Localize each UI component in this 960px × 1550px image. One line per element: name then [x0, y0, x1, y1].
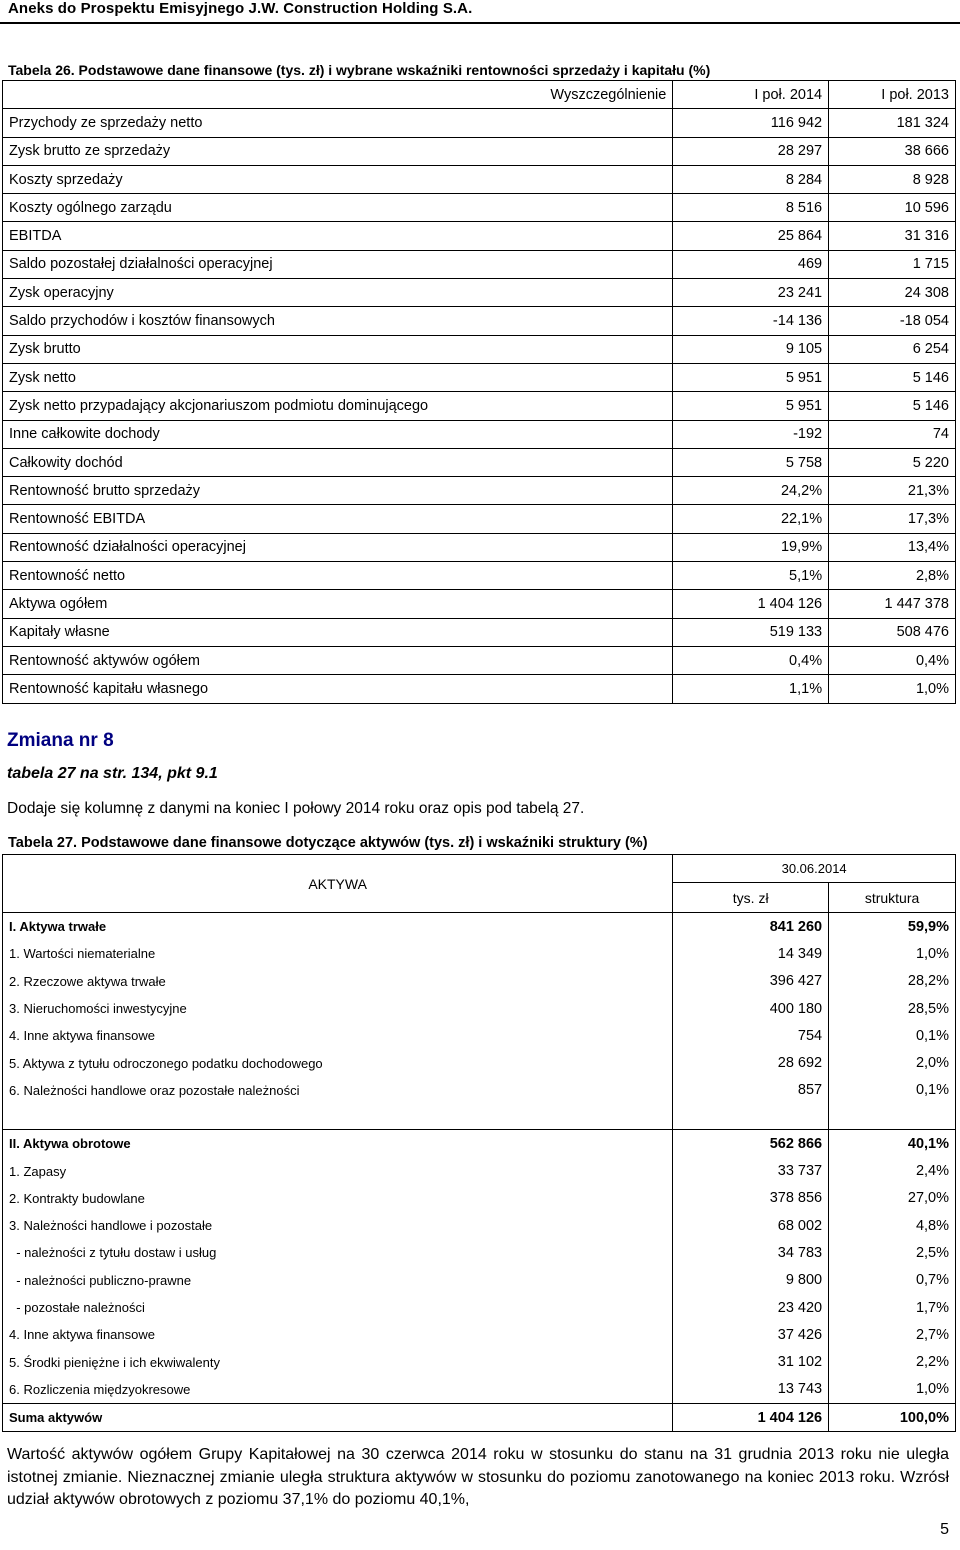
row-label: Całkowity dochód — [3, 448, 673, 476]
value-h1-2014: 19,9% — [673, 533, 829, 561]
spacer-cell — [673, 1104, 829, 1130]
asset-share: 28,2% — [829, 968, 956, 995]
table-row — [3, 590, 956, 618]
asset-value: 37 426 — [673, 1321, 829, 1348]
value-h1-2014: 8 284 — [673, 165, 829, 193]
value-h1-2013: 5 220 — [829, 448, 956, 476]
table-row — [3, 1348, 956, 1375]
header-h1-2013: I poł. 2013 — [829, 81, 956, 109]
asset-value: 378 856 — [673, 1185, 829, 1212]
table-row — [3, 1077, 956, 1104]
value-h1-2014: -192 — [673, 420, 829, 448]
row-label: Zysk netto przypadający akcjonariuszom podmiotu dominującego — [3, 392, 673, 420]
asset-value: 562 866 — [673, 1130, 829, 1158]
value-h1-2013: 74 — [829, 420, 956, 448]
asset-label: - należności z tytułu dostaw i usług — [3, 1239, 673, 1266]
asset-value: 68 002 — [673, 1212, 829, 1239]
asset-share: 0,7% — [829, 1267, 956, 1294]
asset-label: - pozostałe należności — [3, 1294, 673, 1321]
asset-value: 1 404 126 — [673, 1404, 829, 1432]
table-row — [3, 940, 956, 967]
amendment-title: Zmiana nr 8 — [7, 730, 114, 751]
table-row — [3, 995, 956, 1022]
header-h1-2014: I poł. 2014 — [673, 81, 829, 109]
asset-share: 2,2% — [829, 1348, 956, 1375]
table-row — [3, 1239, 956, 1266]
table-row — [3, 1404, 956, 1432]
asset-label: 5. Środki pieniężne i ich ekwiwalenty — [3, 1348, 673, 1375]
header-thousands-pln: tys. zł — [673, 883, 829, 913]
asset-label: 4. Inne aktywa finansowe — [3, 1321, 673, 1348]
row-label: Rentowność brutto sprzedaży — [3, 477, 673, 505]
table-row — [3, 1212, 956, 1239]
table26-caption: Tabela 26. Podstawowe dane finansowe (tys. zł) i wybrane wskaźniki rentowności sprzedaży i kapitału (%) — [8, 62, 711, 78]
value-h1-2014: 1 404 126 — [673, 590, 829, 618]
header-divider — [0, 22, 960, 24]
table-row — [3, 222, 956, 250]
asset-share: 28,5% — [829, 995, 956, 1022]
table-row — [3, 165, 956, 193]
value-h1-2014: 8 516 — [673, 194, 829, 222]
value-h1-2014: 0,4% — [673, 646, 829, 674]
value-h1-2013: 0,4% — [829, 646, 956, 674]
table-row — [3, 533, 956, 561]
table-row — [3, 968, 956, 995]
table-row — [3, 137, 956, 165]
value-h1-2014: 116 942 — [673, 109, 829, 137]
table-row — [3, 250, 956, 278]
value-h1-2014: 519 133 — [673, 618, 829, 646]
asset-share: 1,7% — [829, 1294, 956, 1321]
asset-value: 400 180 — [673, 995, 829, 1022]
value-h1-2014: 469 — [673, 250, 829, 278]
asset-share: 59,9% — [829, 913, 956, 941]
table27-caption: Tabela 27. Podstawowe dane finansowe dotyczące aktywów (tys. zł) i wskaźniki struktury (%) — [8, 835, 648, 851]
table-row — [3, 1294, 956, 1321]
value-h1-2014: 5 951 — [673, 363, 829, 391]
spacer-cell — [829, 1104, 956, 1130]
row-label: Zysk netto — [3, 363, 673, 391]
value-h1-2013: 24 308 — [829, 279, 956, 307]
asset-value: 33 737 — [673, 1157, 829, 1184]
table-row — [3, 505, 956, 533]
spacer-row — [3, 1104, 956, 1130]
header-description: Wyszczególnienie — [3, 81, 673, 109]
asset-share: 2,7% — [829, 1321, 956, 1348]
value-h1-2013: 21,3% — [829, 477, 956, 505]
value-h1-2013: 1 715 — [829, 250, 956, 278]
asset-share: 1,0% — [829, 940, 956, 967]
value-h1-2013: 38 666 — [829, 137, 956, 165]
row-label: Przychody ze sprzedaży netto — [3, 109, 673, 137]
value-h1-2013: 508 476 — [829, 618, 956, 646]
row-label: EBITDA — [3, 222, 673, 250]
table-row — [3, 1376, 956, 1404]
asset-share: 100,0% — [829, 1404, 956, 1432]
row-label: Zysk brutto — [3, 335, 673, 363]
asset-label: 2. Rzeczowe aktywa trwałe — [3, 968, 673, 995]
table-row — [3, 1185, 956, 1212]
table-row — [3, 448, 956, 476]
value-h1-2014: 9 105 — [673, 335, 829, 363]
value-h1-2014: 25 864 — [673, 222, 829, 250]
asset-label: II. Aktywa obrotowe — [3, 1130, 673, 1158]
value-h1-2014: 22,1% — [673, 505, 829, 533]
value-h1-2014: 24,2% — [673, 477, 829, 505]
value-h1-2014: 23 241 — [673, 279, 829, 307]
value-h1-2014: -14 136 — [673, 307, 829, 335]
table-row — [3, 646, 956, 674]
value-h1-2013: 31 316 — [829, 222, 956, 250]
table-row — [3, 562, 956, 590]
row-label: Saldo przychodów i kosztów finansowych — [3, 307, 673, 335]
value-h1-2013: 1 447 378 — [829, 590, 956, 618]
financial-data-table — [2, 80, 956, 704]
asset-value: 13 743 — [673, 1376, 829, 1404]
asset-value: 754 — [673, 1022, 829, 1049]
value-h1-2013: 181 324 — [829, 109, 956, 137]
asset-label: 1. Zapasy — [3, 1157, 673, 1184]
asset-label: I. Aktywa trwałe — [3, 913, 673, 941]
asset-value: 396 427 — [673, 968, 829, 995]
value-h1-2013: 2,8% — [829, 562, 956, 590]
amendment-reference: tabela 27 na str. 134, pkt 9.1 — [7, 765, 218, 782]
table-row — [3, 675, 956, 703]
row-label: Rentowność kapitału własnego — [3, 675, 673, 703]
table-row — [3, 307, 956, 335]
amendment-description: Dodaje się kolumnę z danymi na koniec I połowy 2014 roku oraz opis pod tabelą 27. — [7, 800, 585, 817]
value-h1-2013: -18 054 — [829, 307, 956, 335]
value-h1-2013: 5 146 — [829, 392, 956, 420]
asset-label: 2. Kontrakty budowlane — [3, 1185, 673, 1212]
table-row — [3, 618, 956, 646]
document-header-title: Aneks do Prospektu Emisyjnego J.W. Construction Holding S.A. — [8, 0, 473, 17]
asset-value: 857 — [673, 1077, 829, 1104]
asset-label: 1. Wartości niematerialne — [3, 940, 673, 967]
table-row — [3, 913, 956, 941]
value-h1-2013: 17,3% — [829, 505, 956, 533]
asset-label: 5. Aktywa z tytułu odroczonego podatku dochodowego — [3, 1049, 673, 1076]
asset-value: 28 692 — [673, 1049, 829, 1076]
asset-share: 4,8% — [829, 1212, 956, 1239]
table-row — [3, 194, 956, 222]
table-row — [3, 392, 956, 420]
value-h1-2013: 13,4% — [829, 533, 956, 561]
table-row — [3, 1130, 956, 1158]
value-h1-2013: 6 254 — [829, 335, 956, 363]
value-h1-2014: 1,1% — [673, 675, 829, 703]
asset-value: 31 102 — [673, 1348, 829, 1375]
asset-share: 2,4% — [829, 1157, 956, 1184]
header-date: 30.06.2014 — [673, 855, 956, 883]
value-h1-2013: 5 146 — [829, 363, 956, 391]
row-label: Rentowność aktywów ogółem — [3, 646, 673, 674]
asset-share: 2,0% — [829, 1049, 956, 1076]
row-label: Kapitały własne — [3, 618, 673, 646]
row-label: Koszty sprzedaży — [3, 165, 673, 193]
value-h1-2014: 5,1% — [673, 562, 829, 590]
header-assets: AKTYWA — [3, 855, 673, 913]
value-h1-2014: 5 951 — [673, 392, 829, 420]
asset-value: 841 260 — [673, 913, 829, 941]
summary-paragraph: Wartość aktywów ogółem Grupy Kapitałowej na 30 czerwca 2014 roku w stosunku do stanu na 31 grudnia 2013 roku nie uległa istotnej zmianie. Nieznacznej zmianie uległa struktura aktywów w stosunku do poziomu zanotowanego na koniec 2013 roku. Wzrósł udział aktywów obrotowych z poziomu 37,1% do poziomu 40,1%, — [7, 1446, 949, 1508]
asset-value: 14 349 — [673, 940, 829, 967]
asset-share: 0,1% — [829, 1077, 956, 1104]
asset-label: 3. Nieruchomości inwestycyjne — [3, 995, 673, 1022]
value-h1-2013: 1,0% — [829, 675, 956, 703]
row-label: Zysk brutto ze sprzedaży — [3, 137, 673, 165]
table-row — [3, 363, 956, 391]
row-label: Saldo pozostałej działalności operacyjnej — [3, 250, 673, 278]
asset-share: 0,1% — [829, 1022, 956, 1049]
table-row — [3, 279, 956, 307]
asset-share: 2,5% — [829, 1239, 956, 1266]
table-row — [3, 109, 956, 137]
assets-structure-table — [2, 854, 956, 1432]
table-row — [3, 1267, 956, 1294]
asset-share: 1,0% — [829, 1376, 956, 1404]
value-h1-2014: 28 297 — [673, 137, 829, 165]
table-row — [3, 420, 956, 448]
value-h1-2014: 5 758 — [673, 448, 829, 476]
asset-value: 23 420 — [673, 1294, 829, 1321]
asset-label: 3. Należności handlowe i pozostałe — [3, 1212, 673, 1239]
table-row — [3, 477, 956, 505]
asset-share: 40,1% — [829, 1130, 956, 1158]
row-label: Koszty ogólnego zarządu — [3, 194, 673, 222]
asset-label: 4. Inne aktywa finansowe — [3, 1022, 673, 1049]
table-row — [3, 1157, 956, 1184]
asset-value: 9 800 — [673, 1267, 829, 1294]
asset-label: Suma aktywów — [3, 1404, 673, 1432]
row-label: Rentowność netto — [3, 562, 673, 590]
row-label: Rentowność EBITDA — [3, 505, 673, 533]
row-label: Rentowność działalności operacyjnej — [3, 533, 673, 561]
table27-header-row — [3, 855, 956, 883]
table-row — [3, 1022, 956, 1049]
asset-value: 34 783 — [673, 1239, 829, 1266]
page-number: 5 — [940, 1521, 949, 1538]
table-row — [3, 1049, 956, 1076]
row-label: Zysk operacyjny — [3, 279, 673, 307]
header-structure: struktura — [829, 883, 956, 913]
spacer-cell — [3, 1104, 673, 1130]
asset-label: 6. Rozliczenia międzyokresowe — [3, 1376, 673, 1404]
asset-label: 6. Należności handlowe oraz pozostałe należności — [3, 1077, 673, 1104]
table-row — [3, 1321, 956, 1348]
row-label: Inne całkowite dochody — [3, 420, 673, 448]
table-row — [3, 335, 956, 363]
asset-label: - należności publiczno-prawne — [3, 1267, 673, 1294]
asset-share: 27,0% — [829, 1185, 956, 1212]
table26-header-row — [3, 81, 956, 109]
row-label: Aktywa ogółem — [3, 590, 673, 618]
value-h1-2013: 10 596 — [829, 194, 956, 222]
value-h1-2013: 8 928 — [829, 165, 956, 193]
